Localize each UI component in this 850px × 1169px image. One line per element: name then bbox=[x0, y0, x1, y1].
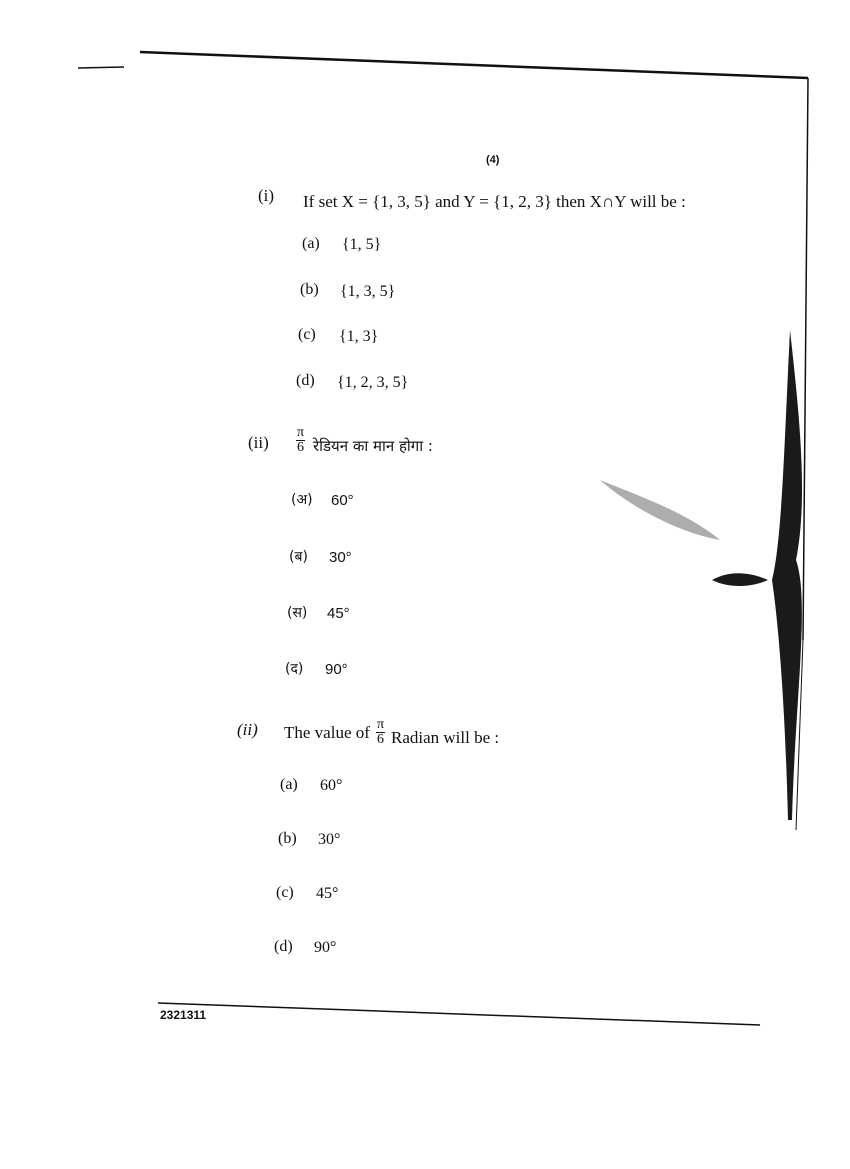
footer-code: 2321311 bbox=[160, 1008, 207, 1022]
option-label: (c) bbox=[298, 326, 316, 343]
option-label: (स) bbox=[287, 605, 308, 621]
option-value: {1, 3, 5} bbox=[340, 283, 396, 300]
fraction-denominator: 6 bbox=[377, 732, 385, 747]
question-text-suffix: Radian will be : bbox=[391, 728, 500, 747]
option-label: (द) bbox=[285, 661, 304, 677]
question-text-suffix: Y will be : bbox=[614, 192, 686, 211]
option-value: {1, 2, 3, 5} bbox=[337, 374, 409, 391]
option-value: 45° bbox=[327, 605, 350, 622]
option-value: 30° bbox=[329, 549, 352, 566]
fraction-denominator: 6 bbox=[297, 440, 305, 455]
option-label: (ब) bbox=[289, 549, 308, 565]
option-value: 30° bbox=[318, 831, 341, 848]
option-value: 60° bbox=[320, 777, 343, 794]
question-number: (i) bbox=[258, 186, 275, 205]
option-label: (a) bbox=[280, 776, 298, 793]
fraction-numerator: π bbox=[297, 425, 305, 440]
option-value: {1, 3} bbox=[339, 328, 379, 345]
pi-over-six-fraction bbox=[376, 718, 385, 747]
option-label: (c) bbox=[276, 884, 294, 901]
option-value: 90° bbox=[314, 939, 337, 956]
question-text-prefix: If set X = {1, 3, 5} and Y = {1, 2, 3} then X bbox=[303, 192, 602, 211]
option-value: 60° bbox=[331, 492, 354, 509]
question-text-prefix: The value of bbox=[284, 723, 370, 742]
option-value: {1, 5} bbox=[342, 236, 382, 253]
fraction-numerator: π bbox=[377, 717, 385, 732]
option-label: (a) bbox=[302, 235, 320, 252]
question-text-hindi: रेडियन का मान होगा : bbox=[313, 437, 433, 455]
intersection-symbol: ∩ bbox=[601, 192, 615, 211]
question-number: (ii) bbox=[237, 720, 258, 739]
pi-over-six-fraction bbox=[296, 426, 305, 455]
option-value: 45° bbox=[316, 885, 339, 902]
question-text bbox=[303, 192, 686, 212]
option-label: (b) bbox=[278, 830, 297, 847]
option-label: (अ) bbox=[291, 492, 313, 508]
option-label: (b) bbox=[300, 281, 319, 298]
question-number: (ii) bbox=[248, 433, 269, 452]
option-label: (d) bbox=[296, 372, 315, 389]
option-label: (d) bbox=[274, 938, 293, 955]
page-number: (4) bbox=[486, 154, 500, 166]
option-value: 90° bbox=[325, 661, 348, 678]
